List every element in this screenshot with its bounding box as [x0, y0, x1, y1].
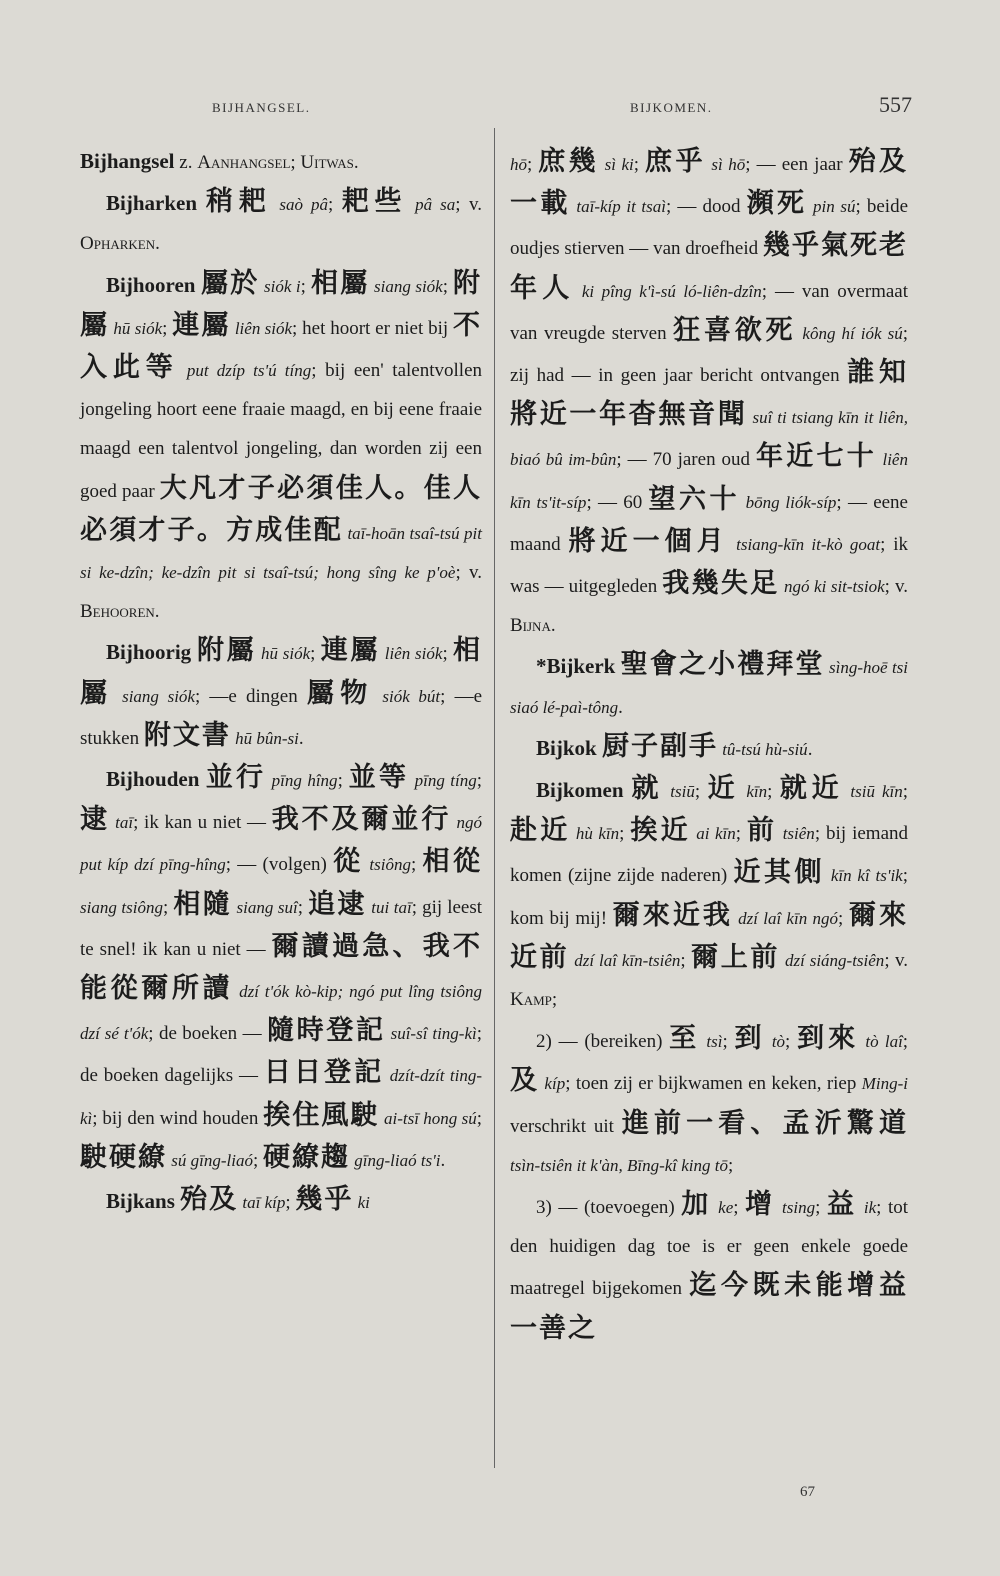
dictionary-entry — [80, 631, 482, 758]
entry-text: ; bij een' talentvollen jongeling hoort eene fraaie maagd, en bij eene fraaie maagd een talentvol jongeling, dan worden zij een goed paar — [80, 360, 483, 502]
romanization: sú gīng-liaó — [167, 1150, 253, 1170]
chinese-text: 爾上前 — [691, 941, 781, 973]
chinese-text: 殆及一載 — [510, 146, 909, 220]
chinese-text: 加 — [681, 1189, 713, 1221]
romanization: hū siók — [256, 644, 311, 664]
entry-text: ; — [902, 1031, 909, 1053]
chinese-text: 爾來近我 — [612, 899, 733, 931]
chinese-text: 並行 — [205, 762, 267, 794]
signature-mark: 67 — [800, 1484, 815, 1500]
romanization: ke — [712, 1198, 734, 1218]
entry-text: ; — [735, 823, 748, 845]
chinese-text: 相屬 — [310, 267, 370, 299]
entry-text: ; ik kan u niet — — [133, 812, 272, 834]
entry-text: ; —e stukken — [80, 685, 483, 749]
chinese-text: 益 — [826, 1189, 858, 1221]
entry-text: ; toen zij er bijkwamen en keken, riep — [565, 1073, 862, 1095]
romanization: dzít-dzít ting-kì — [80, 1066, 482, 1128]
entry-text: ; — [410, 854, 423, 876]
entry-text: z. — [174, 152, 198, 173]
headword: Bijhangsel — [80, 149, 175, 173]
entry-text: ; — dood — [666, 196, 747, 218]
left-column — [80, 142, 482, 1222]
chinese-text: 硬繚趨 — [262, 1141, 350, 1173]
running-head-right: BIJKOMEN. — [630, 100, 713, 115]
romanization: tsiū kīn — [843, 782, 903, 802]
romanization: hū bûn-si — [230, 728, 299, 748]
entry-text: ; — [252, 1149, 263, 1171]
romanization: siók bút — [373, 686, 441, 706]
entry-text: ; — 60 — [586, 491, 649, 513]
romanization: sì hō — [705, 155, 746, 174]
entry-text: ; — [527, 154, 539, 175]
headword: Bijhoorig — [106, 640, 197, 665]
chinese-text: 幾乎氣死老年人 — [510, 230, 909, 304]
entry-text: ; het hoort er niet bij — [292, 317, 454, 339]
entry-text: ; tot den huidigen dag toe is er geen enkele goede maatregel bijgekomen — [510, 1197, 909, 1300]
chinese-text: 狂喜欲死 — [673, 314, 797, 346]
romanization: gīng-liaó ts'i — [349, 1150, 441, 1170]
chinese-text: 前 — [747, 815, 778, 847]
romanization: ki pîng k'ì-sú ló-liên-dzîn — [574, 281, 762, 301]
entry-text: ; — [815, 1197, 827, 1219]
chinese-text: 我幾失足 — [662, 568, 780, 600]
chinese-text: 庶乎 — [645, 146, 706, 177]
chinese-text: 幾乎 — [295, 1184, 354, 1216]
column-divider — [494, 128, 495, 1468]
entry-text: ; — eene maand — [510, 491, 908, 555]
entry-text: ; — [337, 770, 349, 792]
dictionary-entry — [80, 758, 482, 1180]
headword: Bijkans — [106, 1189, 181, 1214]
romanization: pâ sa — [407, 195, 456, 215]
chinese-text: 就近 — [779, 773, 844, 805]
romanization: suî-sî ting-kì — [385, 1024, 477, 1044]
dictionary-entry — [510, 142, 908, 645]
dictionary-entry — [510, 727, 908, 769]
romanization: taī — [109, 813, 134, 833]
romanization: kíp — [539, 1074, 566, 1094]
romanization: hū siók — [109, 318, 163, 338]
romanization: suî ti tsiang kīn it liên, biaó bû im-bûn — [510, 408, 909, 470]
romanization: dzí laî kīn-tsiên — [569, 950, 681, 970]
chinese-text: 日日登記 — [263, 1057, 385, 1089]
cross-reference: Kamp — [510, 989, 552, 1011]
entry-text: . — [155, 233, 160, 255]
headword: *Bijkerk — [536, 654, 621, 679]
chinese-text: 爾讀過急、我不能從爾所讀 — [80, 930, 482, 1005]
romanization: kīn kî ts'ik — [825, 866, 903, 886]
romanization: dzí laî kīn ngó — [732, 908, 838, 928]
chinese-text: 相從 — [422, 846, 483, 878]
entry-text: ; — [162, 317, 173, 339]
romanization: put dzíp ts'ú tíng — [178, 361, 312, 381]
chinese-text: 至 — [669, 1023, 701, 1055]
entry-text: ; v. — [884, 949, 909, 971]
romanization: siang siók — [113, 686, 195, 706]
chinese-text: 進前一看、孟沂驚道 — [621, 1107, 909, 1139]
romanization: saò pâ — [271, 195, 328, 215]
entry-text: ; — [300, 275, 311, 297]
romanization: hō — [510, 155, 527, 174]
chinese-text: 駛硬繚 — [80, 1141, 167, 1173]
entry-text: . — [550, 615, 556, 637]
cross-reference: Uitwas — [300, 152, 354, 173]
chinese-text: 不入此等 — [80, 309, 483, 384]
entry-text: ; — [327, 194, 342, 216]
cross-reference: Bijna — [510, 615, 551, 637]
entry-text: . — [440, 1149, 446, 1171]
entry-text: ; — [694, 781, 708, 803]
chinese-text: 逮 — [80, 804, 110, 836]
romanization: tui taī — [366, 897, 412, 917]
romanization: siang suî — [231, 897, 298, 917]
chinese-text: 爾來近前 — [510, 899, 909, 973]
chinese-text: 追逮 — [308, 888, 367, 920]
entry-text: ; de boeken dagelijks — — [80, 1023, 483, 1087]
romanization: pīng tíng — [409, 771, 477, 791]
entry-text: ; — [619, 823, 631, 845]
romanization: siang siók — [369, 276, 443, 296]
chinese-text: 增 — [745, 1189, 776, 1221]
chinese-text: 將近一個月 — [568, 525, 729, 557]
entry-text: ; — [680, 949, 692, 971]
dictionary-entry — [510, 769, 908, 1019]
entry-text: ; de boeken — — [148, 1023, 267, 1045]
entry-text: ; — [902, 781, 909, 803]
entry-text: ; — een jaar — [745, 154, 849, 175]
entry-text: . — [353, 152, 359, 173]
entry-text: ; — 70 jaren oud — [616, 449, 757, 471]
dictionary-entry — [80, 142, 482, 182]
headword: Bijharken — [106, 191, 206, 216]
romanization: tû-tsú hù-siú — [717, 739, 808, 759]
dictionary-entry — [80, 264, 482, 632]
chinese-text: 從 — [333, 846, 364, 878]
dictionary-entry — [510, 1019, 908, 1185]
entry-text: ; — [162, 896, 174, 918]
entry-text: ; — [633, 154, 646, 175]
romanization: sì ki — [599, 155, 634, 174]
entry-text: . — [807, 738, 813, 760]
dictionary-entry — [510, 1185, 908, 1351]
romanization: tò laî — [859, 1032, 903, 1052]
chinese-text: 迄今既未能增益一善之 — [510, 1270, 908, 1344]
entry-text: ; — [290, 152, 301, 173]
entry-text: ; — (volgen) — [225, 854, 334, 876]
romanization: liên kīn ts'it-síp — [510, 450, 908, 512]
entry-text: ; —e dingen — [194, 685, 307, 707]
entry-text: ; kom bij mij! — [510, 865, 909, 929]
chinese-text: 誰知將近一年杳無音聞 — [510, 357, 909, 431]
chinese-text: 相屬 — [80, 635, 483, 709]
headword: Bijhouden — [106, 767, 206, 792]
headword: Bijkomen — [536, 778, 632, 803]
entry-text: ; — [310, 643, 321, 665]
dictionary-entry — [80, 182, 482, 263]
romanization: Ming-i — [861, 1074, 908, 1094]
entry-text: 2) — (bereiken) — [536, 1031, 670, 1053]
chinese-text: 聖會之小禮拜堂 — [620, 649, 825, 681]
chinese-text: 大凡才子必須佳人。佳人必須才子。方成佳配 — [80, 472, 482, 546]
romanization: taī kíp — [238, 1193, 286, 1213]
chinese-text: 附文書 — [143, 719, 231, 751]
entry-text: . — [618, 696, 623, 718]
entry-text: . — [154, 601, 160, 623]
chinese-text: 屬於 — [200, 267, 260, 299]
romanization: tsiông — [363, 855, 411, 875]
chinese-text: 挨住風駛 — [263, 1099, 380, 1131]
romanization: pīng hîng — [266, 771, 338, 791]
chinese-text: 及 — [510, 1065, 540, 1097]
entry-text: ; — [476, 770, 483, 792]
romanization: siók i — [259, 276, 301, 296]
cross-reference: Aanhangsel — [197, 152, 291, 173]
romanization: ai-tsī hong sú — [379, 1108, 477, 1128]
chinese-text: 到來 — [797, 1023, 860, 1055]
chinese-text: 庶幾 — [538, 146, 600, 177]
entry-text: ; bij den wind houden — [92, 1107, 264, 1129]
chinese-text: 相隨 — [173, 888, 232, 920]
chinese-text: 並等 — [348, 762, 410, 794]
chinese-text: 厨子副手 — [601, 730, 718, 762]
chinese-text: 屬物 — [306, 677, 374, 709]
romanization: ngó put kíp dzí pīng-hîng — [80, 813, 482, 875]
chinese-text: 連屬 — [172, 309, 231, 341]
right-column — [510, 142, 908, 1351]
page-number: 557 — [879, 92, 912, 117]
headword: Bijhooren — [106, 272, 201, 297]
chinese-text: 附屬 — [197, 635, 257, 667]
romanization: liên siók — [379, 644, 443, 664]
romanization: ai kīn — [690, 824, 736, 844]
entry-text: ; v. — [455, 194, 482, 216]
entry-text: ; — [551, 989, 558, 1011]
entry-text: . — [298, 727, 304, 749]
romanization: kông hí iók sú — [796, 323, 903, 343]
romanization: liên siók — [230, 318, 293, 338]
entry-text: ; — [837, 907, 850, 929]
chinese-text: 隨時登記 — [267, 1015, 386, 1047]
cross-reference: Opharken — [80, 233, 156, 255]
entry-text: verschrikt uit — [510, 1115, 622, 1137]
entry-text: ; v. — [455, 562, 482, 584]
chinese-text: 挨近 — [630, 815, 691, 847]
entry-text: ; — [785, 1031, 798, 1053]
chinese-text: 到 — [734, 1023, 766, 1055]
entry-text: ; — [733, 1197, 746, 1219]
romanization: tsing — [775, 1198, 816, 1218]
chinese-text: 瀕死 — [746, 188, 808, 220]
romanization: dzí siáng-tsiên — [780, 950, 885, 970]
entry-text: ; — [297, 896, 309, 918]
romanization: ik — [857, 1198, 877, 1218]
chinese-text: 近 — [707, 773, 740, 805]
romanization: taī-hoān tsaî-tsú pit si ke-dzîn; ke-dzîn pit si tsaî-tsú; hong sîng ke p'oè — [80, 523, 482, 583]
chinese-text: 赴近 — [510, 815, 571, 847]
chinese-text: 近其側 — [733, 857, 826, 889]
romanization: taī-kíp it tsaì — [570, 197, 666, 217]
chinese-text: 我不及爾並行 — [271, 804, 452, 836]
romanization: tsiang-kīn it-kò goat — [728, 534, 881, 554]
chinese-text: 就 — [631, 773, 664, 805]
romanization: tò — [765, 1032, 786, 1052]
romanization: tsiên — [777, 824, 815, 844]
romanization: sìng-hoē tsi siaó lé-paì-tông — [510, 658, 909, 717]
romanization: hù kīn — [570, 824, 620, 844]
entry-text: ; gij leest te snel! ik kan u niet — — [80, 896, 483, 960]
entry-text: ; — [285, 1192, 296, 1214]
entry-text: 3) — (toevoegen) — [536, 1197, 682, 1219]
entry-text: ; — [442, 643, 454, 665]
chinese-text: 稍耙 — [205, 186, 272, 218]
chinese-text: 耙些 — [341, 186, 408, 218]
dictionary-entry — [510, 645, 908, 726]
cross-reference: Behooren — [80, 601, 155, 623]
entry-text: ; — [442, 275, 454, 297]
romanization: tsiū — [663, 782, 695, 802]
romanization: tsì — [700, 1032, 723, 1052]
romanization: dzí t'ók kò-kip; ngó put lîng tsiông dzí sé t'ók — [80, 982, 482, 1044]
romanization: siang tsiông — [80, 897, 163, 917]
chinese-text: 殆及 — [180, 1184, 239, 1216]
chinese-text: 年近七十 — [756, 441, 877, 473]
romanization: bōng liók-síp — [739, 492, 837, 512]
entry-text: ; — van overmaat van vreugde sterven — [510, 280, 908, 344]
entry-text: ; zij had — in geen jaar bericht ontvangen — [510, 322, 909, 387]
romanization: kīn — [739, 782, 768, 802]
entry-text: ; — [476, 1107, 483, 1129]
running-head-left: BIJHANGSEL. — [212, 100, 311, 115]
entry-text: ; — [767, 781, 780, 803]
entry-text: ; — [728, 1154, 734, 1176]
dictionary-entry — [80, 1180, 482, 1222]
entry-text: ; beide oudjes stierven — van droefheid — [510, 196, 909, 260]
romanization: ngó ki sit-tsiok — [779, 577, 885, 597]
romanization: pin sú — [807, 197, 856, 217]
chinese-text: 望六十 — [648, 483, 740, 515]
chinese-text: 連屬 — [320, 635, 380, 667]
chinese-text: 附屬 — [80, 267, 483, 341]
entry-text: ; — [722, 1031, 735, 1053]
entry-text: ; ik was — uitgegleden — [510, 533, 908, 598]
romanization: tsìn-tsiên it k'àn, Bīng-kî king tō — [510, 1155, 728, 1175]
entry-text: ; v. — [884, 576, 909, 598]
entry-text: ; bij iemand komen (zijne zijde naderen) — [510, 823, 909, 887]
romanization: ki — [353, 1193, 370, 1213]
headword: Bijkok — [536, 735, 602, 760]
